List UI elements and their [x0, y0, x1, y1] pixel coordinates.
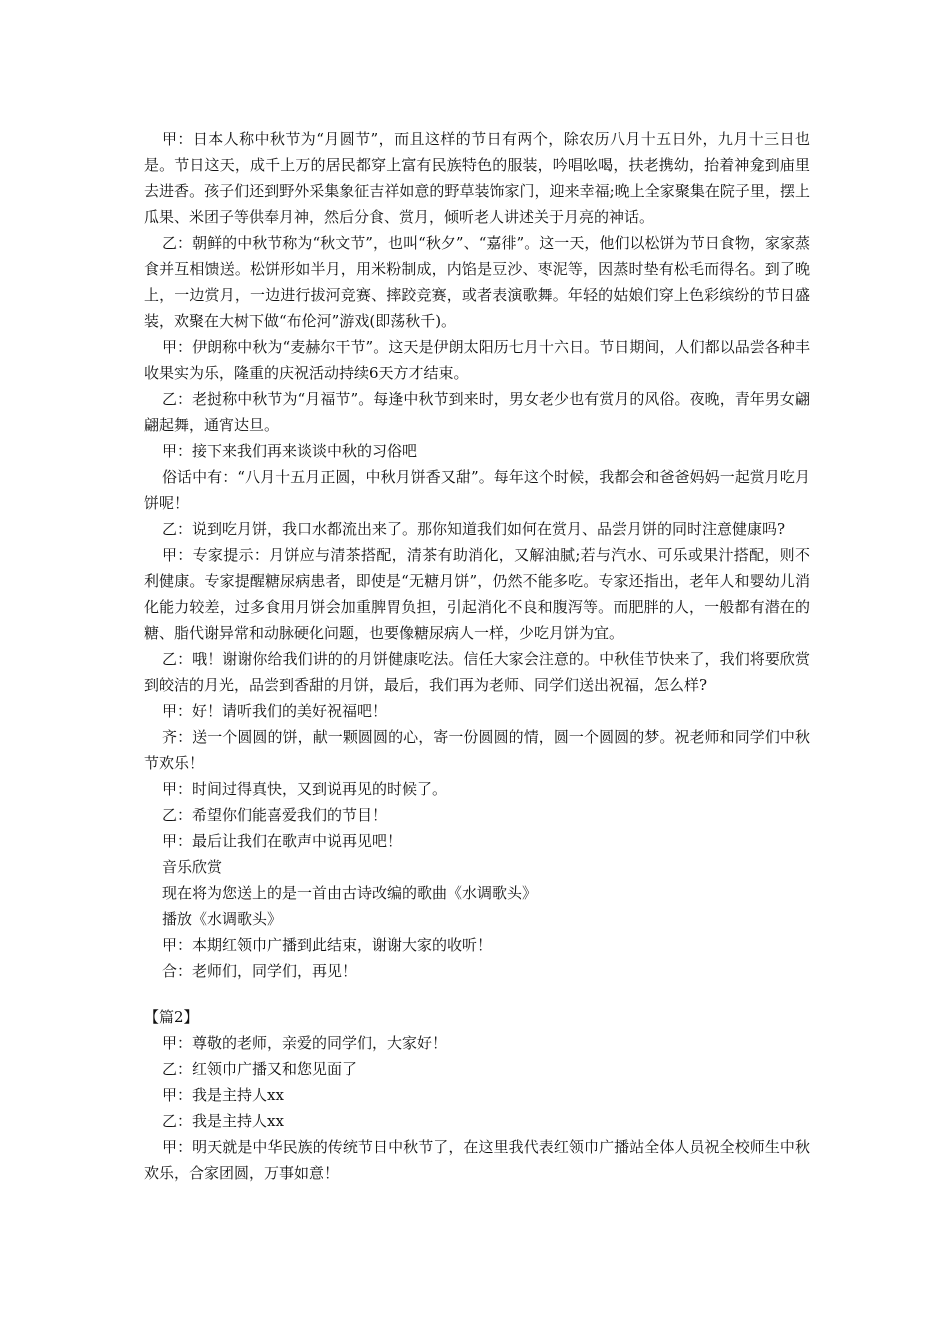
paragraph-proverb: 俗话中有：“八月十五月正圆，中秋月饼香又甜”。每年这个时候，我都会和爸爸妈妈一起赏月吃月饼呢！ — [144, 468, 810, 512]
paragraph-mooncake-health-question: 乙：说到吃月饼，我口水都流出来了。那你知道我们如何在赏月、品尝月饼的同时注意健康吗? — [162, 520, 786, 538]
paragraph-customs-intro: 甲：接下来我们再来谈谈中秋的习俗吧 — [162, 442, 418, 460]
paragraph-goodbye: 合：老师们，同学们，再见！ — [162, 962, 358, 980]
paragraph-music-appreciation: 音乐欣赏 — [162, 858, 223, 876]
paragraph-korea: 乙：朝鲜的中秋节称为“秋文节”，也叫“秋夕”、“嘉徘”。这一天，他们以松饼为节日食物，家家蒸食并互相馈送。松饼形如半月，用米粉制成，内馅是豆沙、枣泥等，因蒸时垫有松毛而得名。到了晚上，一边赏月，一边进行拔河竞赛、摔跤竞赛，或者表演歌舞。年轻的姑娘们穿上色彩缤纷的节日盛装，欢聚在大树下做“布伦河”游戏(即荡秋千)。 — [144, 234, 810, 330]
section-spacer — [144, 984, 810, 1004]
paragraph-laos: 乙：老挝称中秋节为“月福节”。每逢中秋节到来时，男女老少也有赏月的风俗。夜晚，青年男女翩翩起舞，通宵达旦。 — [144, 390, 810, 434]
paragraph-blessing: 齐：送一个圆圆的饼，献一颗圆圆的心，寄一份圆圆的情，圆一个圆圆的梦。祝老师和同学们中秋节欢乐！ — [144, 728, 810, 772]
paragraph-time-flies: 甲：时间过得真快，又到说再见的时候了。 — [162, 780, 448, 798]
paragraph-farewell-song: 甲：最后让我们在歌声中说再见吧！ — [162, 832, 403, 850]
paragraph-hope: 乙：希望你们能喜爱我们的节目！ — [162, 806, 388, 824]
section-2-host-b: 乙：我是主持人xx — [162, 1112, 284, 1130]
section-2-broadcast-meet: 乙：红领巾广播又和您见面了 — [162, 1060, 358, 1078]
paragraph-expert-tips: 甲：专家提示：月饼应与清茶搭配，清茶有助消化，又解油腻;若与汽水、可乐或果汁搭配，则不利健康。专家提醒糖尿病患者，即使是“无糖月饼”，仍然不能多吃。专家还指出，老年人和婴幼儿消化能力较差，过多食用月饼会加重脾胃负担，引起消化不良和腹泻等。而肥胖的人，一般都有潜在的糖、脂代谢异常和动脉硬化问题，也要像糖尿病人一样，少吃月饼为宜。 — [144, 546, 810, 642]
section-2-festival-wishes: 甲：明天就是中华民族的传统节日中秋节了，在这里我代表红领巾广播站全体人员祝全校师生中秋欢乐，合家团圆，万事如意！ — [144, 1138, 810, 1182]
paragraph-song-intro: 现在将为您送上的是一首由古诗改编的歌曲《水调歌头》 — [162, 884, 538, 902]
section-2-greeting: 甲：尊敬的老师，亲爱的同学们，大家好！ — [162, 1034, 448, 1052]
section-2-heading: 【篇2】 — [144, 1008, 199, 1026]
paragraph-japan: 甲：日本人称中秋节为“月圆节”，而且这样的节日有两个，除农历八月十五日外，九月十三日也是。节日这天，成千上万的居民都穿上富有民族特色的服装，吟唱吆喝，扶老携幼，抬着神龛到庙里去进香。孩子们还到野外采集象征吉祥如意的野草装饰家门，迎来幸福;晚上全家聚集在院子里，摆上瓜果、米团子等供奉月神，然后分食、赏月，倾听老人讲述关于月亮的神话。 — [144, 130, 810, 226]
section-2-host-a: 甲：我是主持人xx — [162, 1086, 284, 1104]
paragraph-play-song: 播放《水调歌头》 — [162, 910, 283, 928]
paragraph-iran: 甲：伊朗称中秋为“麦赫尔干节”。这天是伊朗太阳历七月十六日。节日期间，人们都以品尝各种丰收果实为乐，隆重的庆祝活动持续6天方才结束。 — [144, 338, 810, 382]
document-body — [144, 126, 810, 1186]
paragraph-blessing-intro: 甲：好！请听我们的美好祝福吧！ — [162, 702, 388, 720]
paragraph-thanks: 乙：哦！谢谢你给我们讲的的月饼健康吃法。信任大家会注意的。中秋佳节快来了，我们将要欣赏到皎洁的月光，品尝到香甜的月饼，最后，我们再为老师、同学们送出祝福，怎么样? — [144, 650, 810, 694]
paragraph-broadcast-end: 甲：本期红领巾广播到此结束，谢谢大家的收听！ — [162, 936, 493, 954]
